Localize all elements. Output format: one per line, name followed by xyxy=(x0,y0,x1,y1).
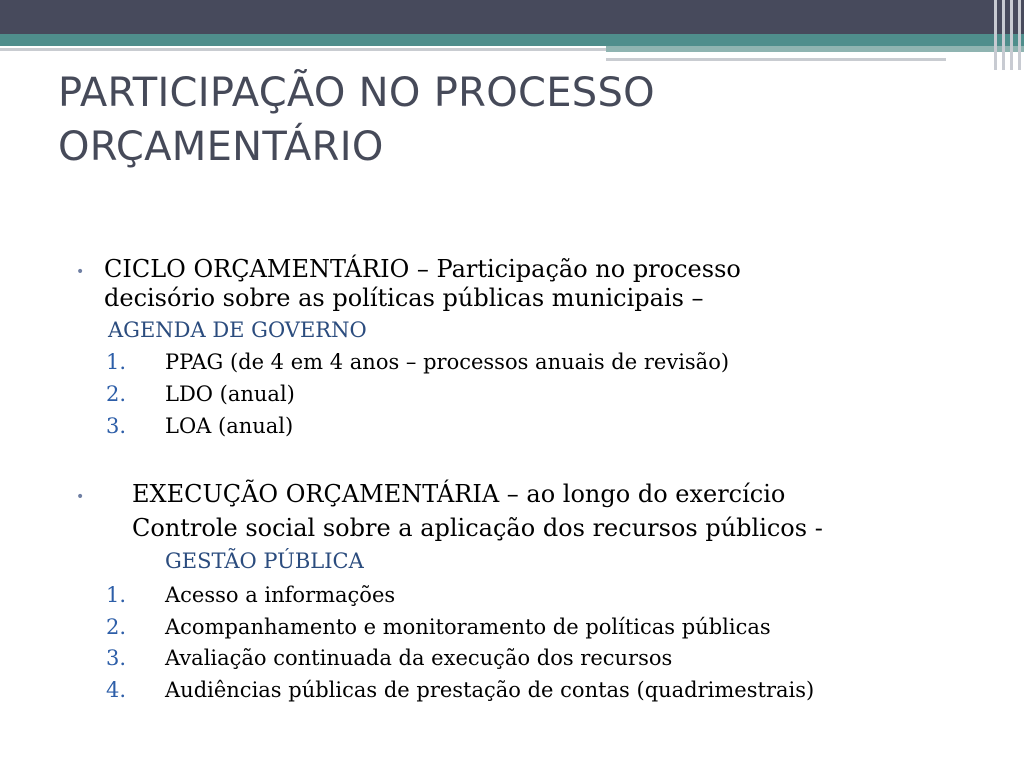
section1-line2: decisório sobre as políticas públicas municipais – xyxy=(104,284,704,312)
list-item: LDO (anual) xyxy=(165,382,295,406)
bullet-icon: • xyxy=(76,489,85,505)
section2-line1: EXECUÇÃO ORÇAMENTÁRIA – ao longo do exercício xyxy=(132,480,786,508)
section1-subhead: AGENDA DE GOVERNO xyxy=(108,318,367,342)
list-item: Avaliação continuada da execução dos recursos xyxy=(165,646,673,670)
list-item: Acompanhamento e monitoramento de políticas públicas xyxy=(165,615,771,639)
list-item: PPAG (de 4 em 4 anos – processos anuais de revisão) xyxy=(165,350,730,374)
list-number: 3. xyxy=(106,646,127,670)
section2-subhead: GESTÃO PÚBLICA xyxy=(165,549,364,573)
list-number: 1. xyxy=(106,350,127,374)
bullet-icon: • xyxy=(76,264,85,280)
list-number: 2. xyxy=(106,382,127,406)
list-number: 3. xyxy=(106,414,127,438)
list-number: 4. xyxy=(106,678,127,702)
list-item: Audiências públicas de prestação de contas (quadrimestrais) xyxy=(165,678,815,702)
title-line-2: ORÇAMENTÁRIO xyxy=(58,124,384,170)
list-item: LOA (anual) xyxy=(165,414,294,438)
list-item: Acesso a informações xyxy=(165,583,396,607)
section1-line1: CICLO ORÇAMENTÁRIO – Participação no processo xyxy=(104,255,741,283)
title-line-1: PARTICIPAÇÃO NO PROCESSO xyxy=(58,70,655,116)
list-number: 1. xyxy=(106,583,127,607)
list-number: 2. xyxy=(106,615,127,639)
section2-line2: Controle social sobre a aplicação dos recursos públicos - xyxy=(132,514,823,542)
